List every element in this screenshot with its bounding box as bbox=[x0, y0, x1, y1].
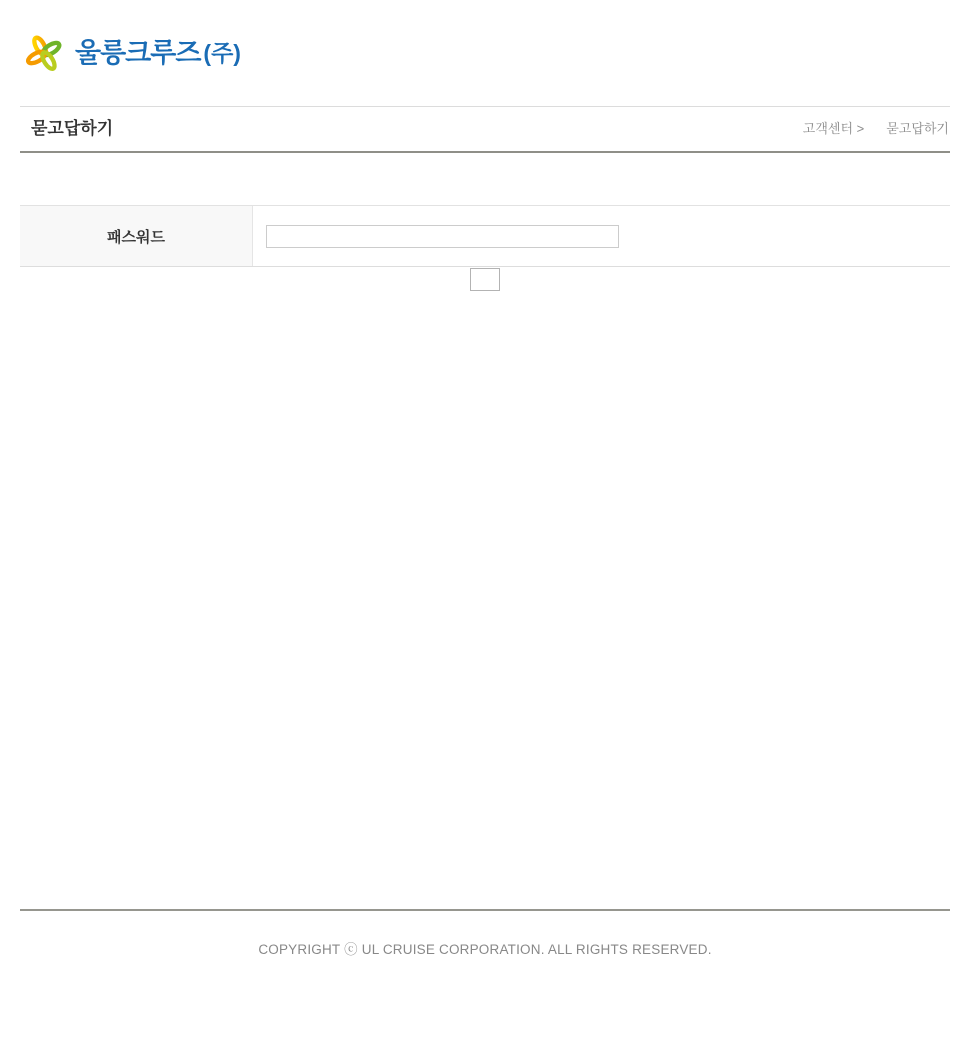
password-value-cell bbox=[253, 206, 950, 266]
breadcrumb-parent-link[interactable]: 고객센터 > bbox=[802, 121, 865, 136]
brand-flower-icon bbox=[22, 30, 66, 76]
header bbox=[20, 0, 950, 106]
button-row bbox=[20, 267, 950, 292]
breadcrumb bbox=[803, 107, 949, 151]
password-form bbox=[20, 205, 950, 292]
empty-content-area bbox=[20, 292, 950, 909]
footer bbox=[20, 909, 950, 958]
password-input[interactable] bbox=[266, 225, 619, 248]
copyright-text: COPYRIGHT ⓒ UL CRUISE CORPORATION. ALL RIGHTS RESERVED. bbox=[258, 942, 712, 957]
breadcrumb-current: 묻고답하기 bbox=[886, 121, 949, 136]
page-container bbox=[20, 0, 950, 958]
logo[interactable] bbox=[22, 30, 241, 76]
spacer-above-form bbox=[20, 153, 950, 205]
submit-button[interactable] bbox=[470, 268, 500, 291]
password-table-row bbox=[20, 205, 950, 267]
title-bar bbox=[20, 106, 950, 153]
brand-name: 울릉크루즈 bbox=[75, 37, 201, 68]
brand-suffix: (주) bbox=[203, 39, 241, 66]
password-label: 패스워드 bbox=[20, 206, 253, 266]
page-title: 묻고답하기 bbox=[31, 119, 114, 138]
